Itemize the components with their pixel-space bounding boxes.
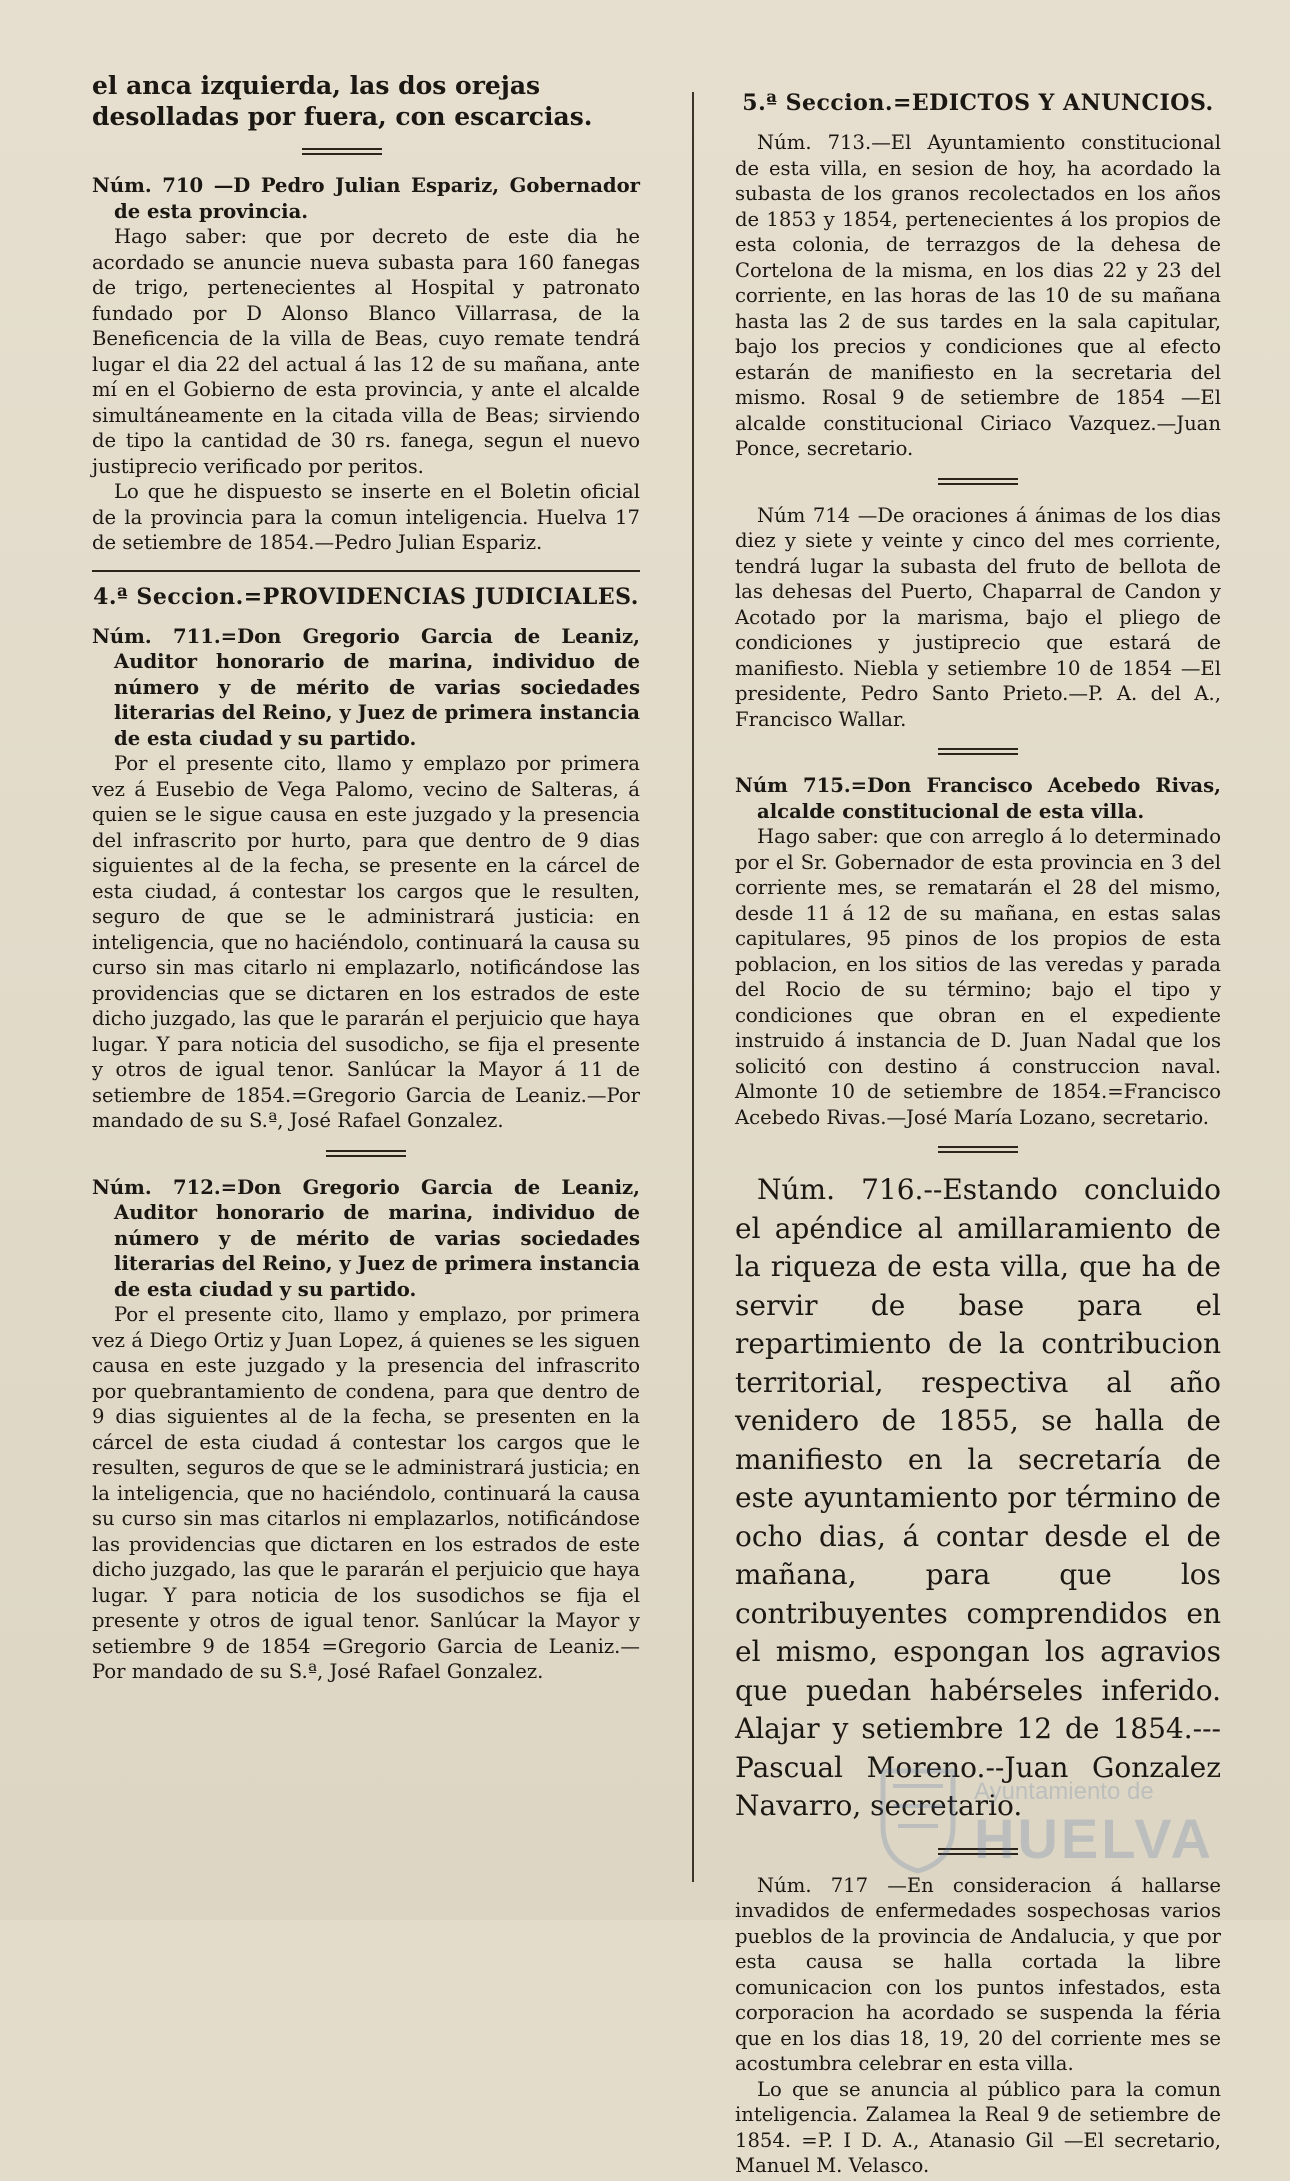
notice-712: [92, 1175, 640, 1685]
section-5-header: 5.ª Seccion.=EDICTOS Y ANUNCIOS.: [742, 90, 1214, 116]
notice-710-body2: Lo que he dispuesto se inserte en el Boletin oficial de la provincia para la comun inteligencia. Huelva 17 de setiembre de 1854.—Pedro Julian Espariz.: [92, 480, 640, 554]
watermark-line2: HUELVA: [974, 1807, 1214, 1870]
notice-712-body: Por el presente cito, llamo y emplazo, por primera vez á Diego Ortiz y Juan Lopez, á quienes se les siguen causa en este juzgado y la presencia del infrascrito por quebrantamiento de condena, para que dentro de 9 dias siguientes al de la fecha, se presenten en la cárcel de esta ciudad á contestar los cargos que le resulten, seguros de que se le administrará justicia; en la inteligencia, que no haciéndolo, continuará la causa su curso sin mas citarlos ni emplazarlos, notificándose las providencias que dictaren en los estrados de este dicho juzgado, las que le pararán el perjuicio que haya lugar. Y para noticia de los susodichos se fija el presente y otros de igual tenor. Sanlúcar la Mayor y setiembre 9 de 1854 =Gregorio Garcia de Leaniz.—Por mandado de su S.ª, José Rafael Gonzalez.: [92, 1303, 640, 1683]
notice-712-lead: Núm. 712.=Don Gregorio Garcia de Leaniz, Auditor honorario de marina, individuo de número y de mérito de varias sociedades literarias del Reino, y Juez de primera instancia de esta ciudad y su partido.: [92, 1175, 640, 1301]
separator-dash: [938, 478, 1018, 485]
notice-715-body: Hago saber: que con arreglo á lo determinado por el Sr. Gobernador de esta provincia en 3 del corriente mes, se rematarán el 28 del mismo, desde 11 á 12 de su mañana, en estas salas capitulares, 95 pinos de los propios de esta poblacion, en los sitios de las veredas y parada del Rocio de su término; bajo el tipo y condiciones que obran en el expediente instruido á instancia de D. Juan Nadal que los solicitó con destino á construccion naval. Almonte 10 de setiembre de 1854.=Francisco Acebedo Rivas.—José María Lozano, secretario.: [735, 825, 1221, 1129]
separator-dash: [938, 748, 1018, 755]
notice-710: [92, 173, 640, 556]
notice-717-body: Núm. 717 —En consideracion á hallarse invadidos de enfermedades sospechosas varios pueblos de la provincia de Andalucia, y que por esta causa se halla cortada la libre comunicacion con los puntos infestados, esta corporacion ha acordado se suspenda la féria que en los dias 18, 19, 20 del corriente mes se acostumbra celebrar en esta villa.: [735, 1873, 1221, 2075]
section-rule: [92, 570, 640, 572]
section-4-header: 4.ª Seccion.=PROVIDENCIAS JUDICIALES.: [93, 583, 639, 610]
watermark-line1: Ayuntamiento de: [974, 1778, 1154, 1805]
notice-710-lead: Núm. 710 —D Pedro Julian Espariz, Gobernador de esta provincia.: [92, 174, 640, 223]
left-column: [92, 70, 640, 1687]
notice-717: [735, 1873, 1221, 2179]
column-separator: [692, 92, 694, 1882]
notice-711-lead: Núm. 711.=Don Gregorio Garcia de Leaniz, Auditor honorario de marina, individuo de número y de mérito de varias sociedades literarias del Reino, y Juez de primera instancia de esta ciudad y su partido.: [92, 624, 640, 750]
shield-icon: [878, 1766, 958, 1876]
separator-dash: [326, 1150, 406, 1157]
notice-716: Núm. 716.--Estando concluido el apéndice al amillaramiento de la riqueza de esta villa, que ha de servir de base para el repartimiento de la contribucion territorial, respectiva al año venidero de 1855, se halla de manifiesto en la secretaría de este ayuntamiento por término de ocho dias, á contar desde el de mañana, para que los contribuyentes comprendidos en el mismo, espongan los agravios que puedan habérseles inferido. Alajar y setiembre 12 de 1854.---Pascual Moreno.--Juan Gonzalez Navarro, secretario.: [735, 1173, 1221, 1822]
notice-717-body2: Lo que se anuncia al público para la comun inteligencia. Zalamea la Real 9 de setiembre de 1854. =P. I D. A., Atanasio Gil —El secretario, Manuel M. Velasco.: [735, 2077, 1221, 2177]
continuation-text: el anca izquierda, las dos orejas desolladas por fuera, con escarcias.: [92, 71, 593, 131]
notice-710-body: Hago saber: que por decreto de este dia he acordado se anuncie nueva subasta para 160 fanegas de trigo, pertenecientes al Hospital y patronato fundado por D Alonso Blanco Villarrasa, de la Beneficencia de la villa de Beas, cuyo remate tendrá lugar el dia 22 del actual á las 12 de su mañana, ante mí en el Gobierno de esta provincia, y ante el alcalde simultáneamente en la citada villa de Beas; sirviendo de tipo la cantidad de 30 rs. fanega, segun el nuevo justiprecio verificado por peritos.: [92, 225, 640, 478]
notice-711-body: Por el presente cito, llamo y emplazo por primera vez á Eusebio de Vega Palomo, vecino de Salteras, á quien se le sigue causa en este juzgado y la presencia del infrascrito por hurto, para que dentro de 9 dias siguientes al de la fecha, se presente en la cárcel de esta ciudad, á contestar los cargos que le resulten, seguro de que se le administrará justicia: en inteligencia, que no haciéndolo, continuará la causa su curso sin mas citarlo ni emplazarlo, notificándose las providencias que se dictaren en los estrados de este dicho juzgado, las que le pararán el perjuicio que haya lugar. Y para noticia del susodicho, se fija el presente y otros de igual tenor. Sanlúcar la Mayor á 11 de setiembre de 1854.=Gregorio Garcia de Leaniz.—Por mandado de su S.ª, José Rafael Gonzalez.: [92, 752, 640, 1132]
notice-713: Núm. 713.—El Ayuntamiento constitucional de esta villa, en sesion de hoy, ha acordado la subasta de los granos recolectados en los años de 1853 y 1854, pertenecientes á los propios de esta colonia, de terrazgos de la dehesa de Cortelona de la misma, en los dias 22 y 23 del corriente, en las horas de las 10 de su mañana hasta las 2 de sus tardes en la sala capitular, bajo los precios y condiciones que al efecto estarán de manifiesto en la secretaria del mismo. Rosal 9 de setiembre de 1854 —El alcalde constitucional Ciriaco Vazquez.—Juan Ponce, secretario.: [735, 131, 1221, 460]
notice-715: [735, 773, 1221, 1130]
archive-watermark-logo: [878, 1760, 1238, 1910]
separator-dash: [302, 148, 382, 155]
notice-711: [92, 624, 640, 1134]
notice-714: Núm 714 —De oraciones á ánimas de los dias diez y siete y veinte y cinco del mes corriente, tendrá lugar la subasta del fruto de bellota de las dehesas del Puerto, Chaparral de Candon y Acotado por la marisma, bajo el pliego de condiciones y justiprecio que estará de manifiesto. Niebla y setiembre 10 de 1854 —El presidente, Pedro Santo Prieto.—P. A. del A., Francisco Wallar.: [735, 503, 1221, 731]
separator-dash: [938, 1146, 1018, 1153]
notice-715-lead: Núm 715.=Don Francisco Acebedo Rivas, alcalde constitucional de esta villa.: [735, 774, 1221, 823]
